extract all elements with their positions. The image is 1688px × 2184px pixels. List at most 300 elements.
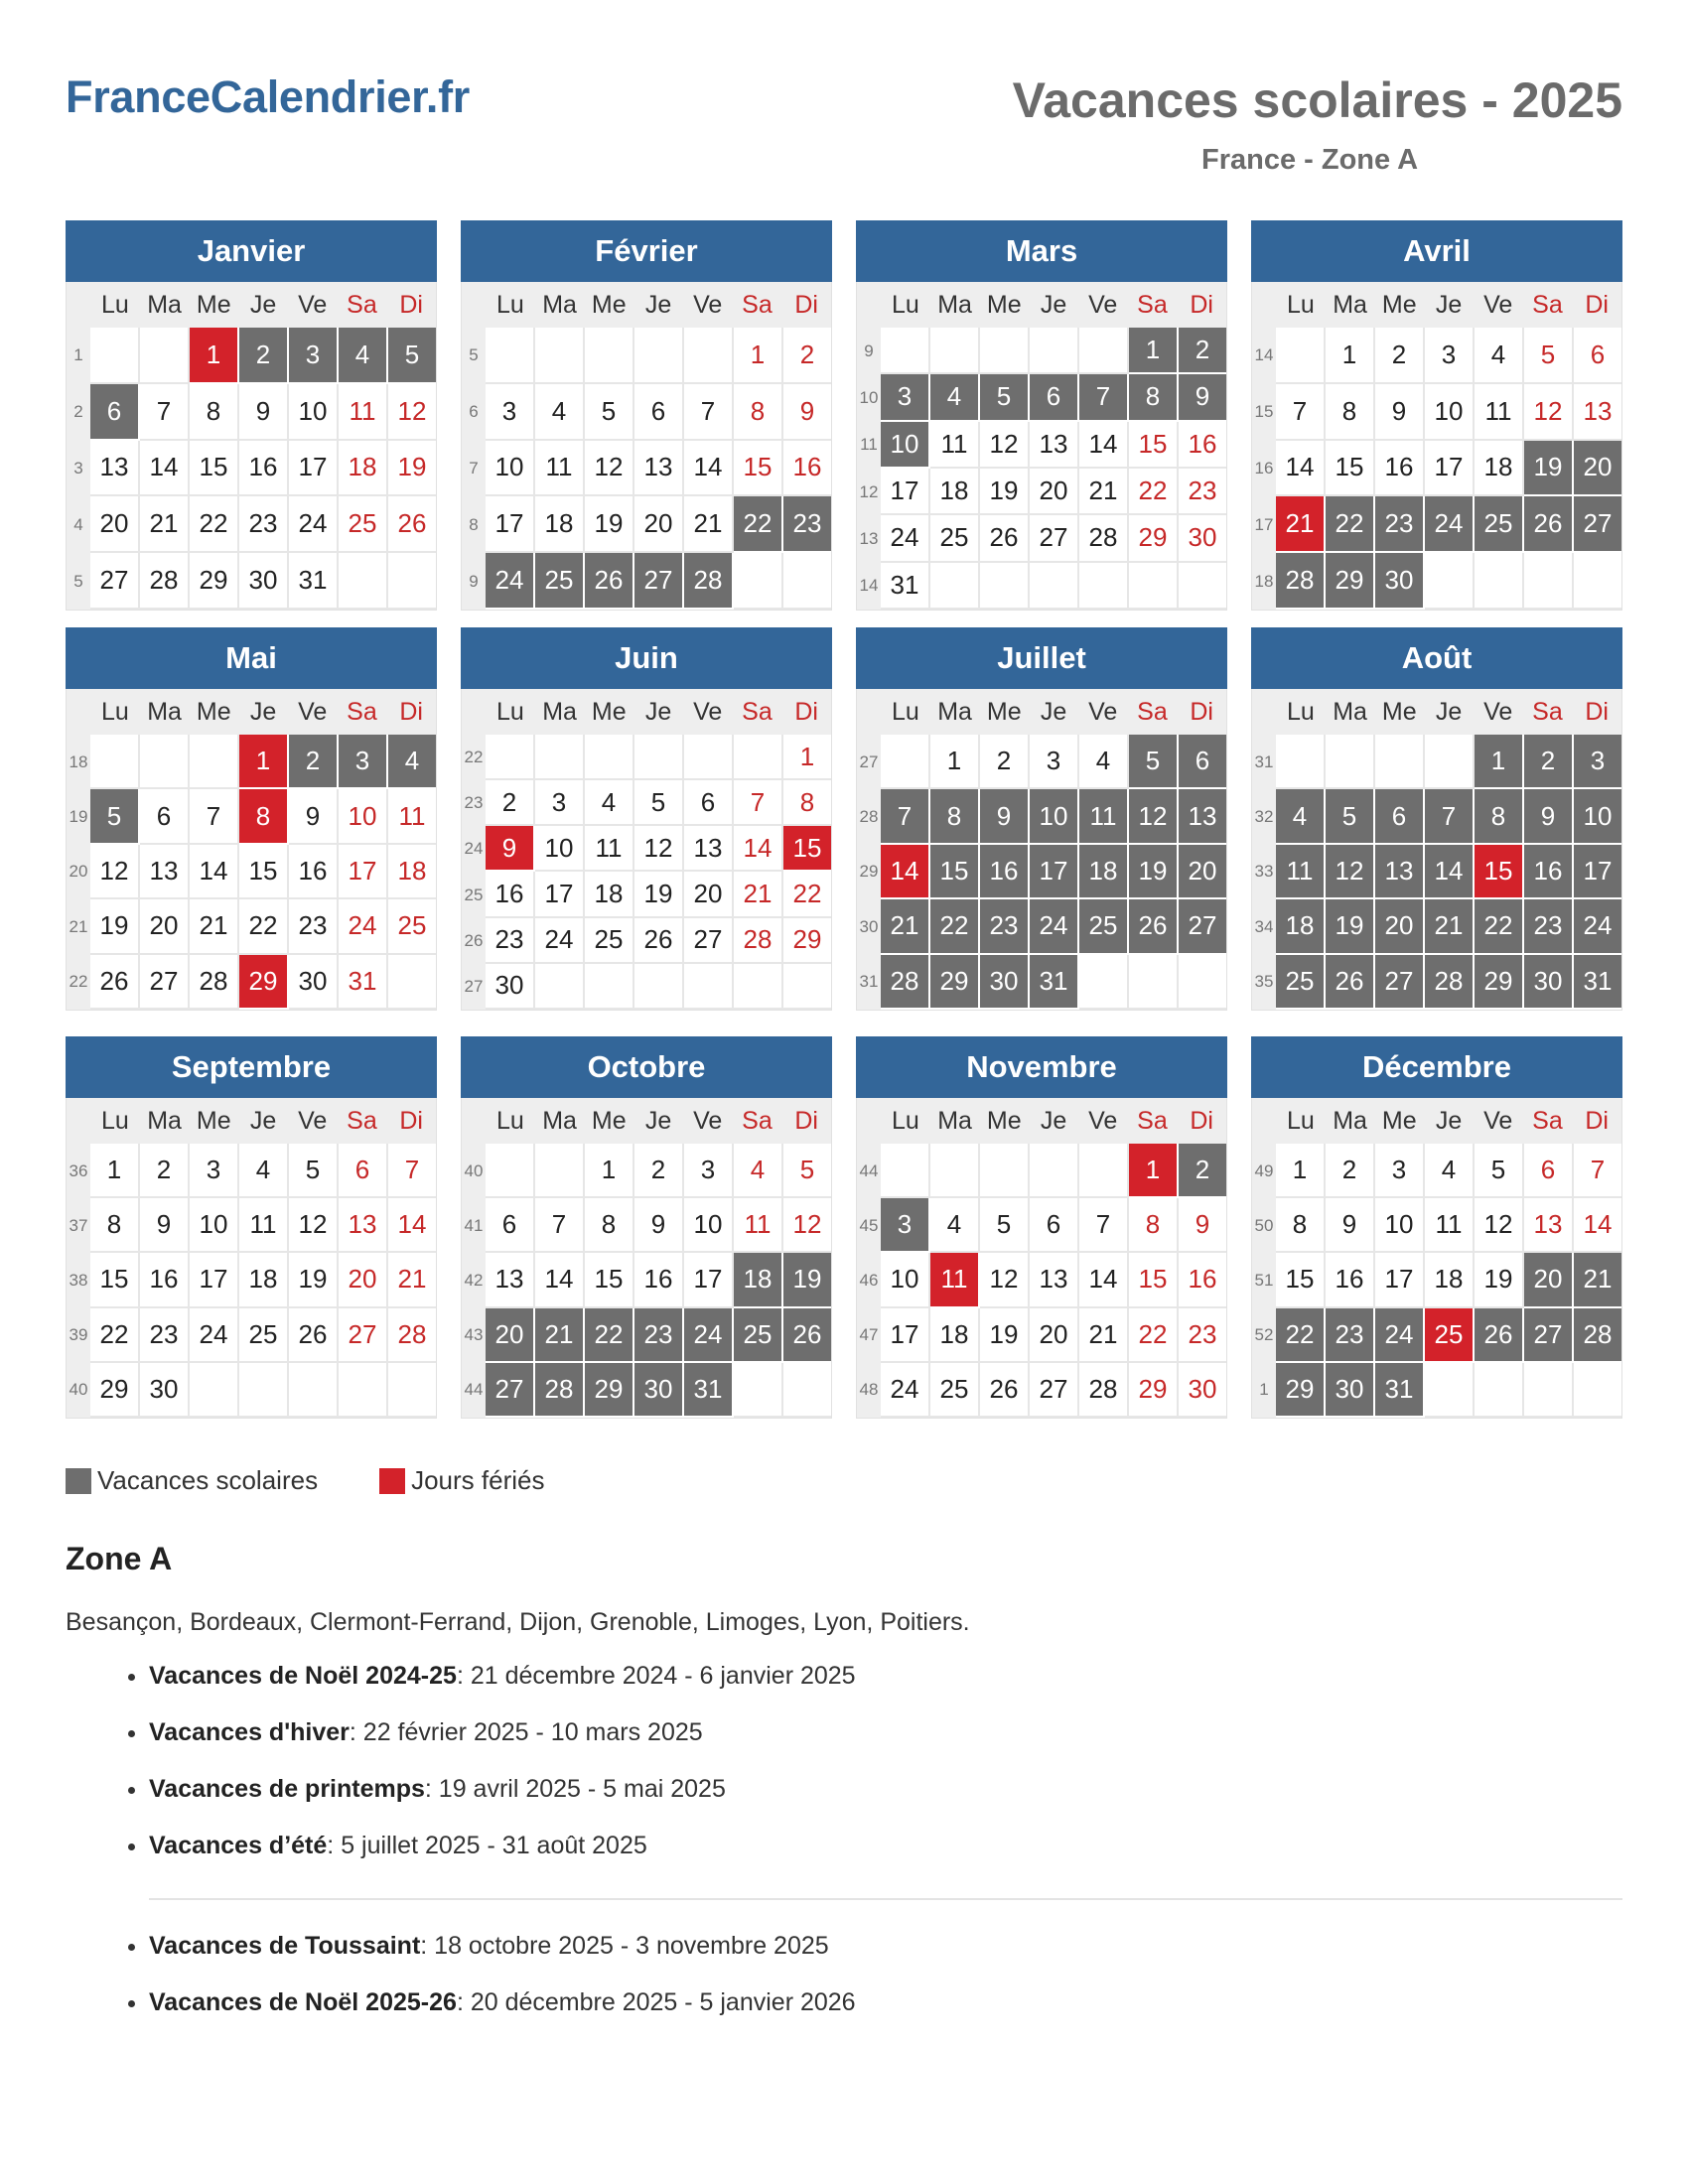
day-cell[interactable]: 28 (1425, 955, 1475, 1010)
day-cell[interactable]: 22 (1129, 469, 1179, 515)
day-cell[interactable]: 12 (1129, 789, 1179, 844)
day-cell[interactable]: 21 (1079, 469, 1129, 515)
day-cell[interactable]: 10 (535, 826, 585, 872)
day-cell[interactable]: 25 (930, 515, 980, 562)
day-cell[interactable]: 30 (1326, 1363, 1375, 1418)
day-cell[interactable]: 3 (881, 1198, 930, 1253)
day-cell[interactable]: 23 (783, 496, 831, 553)
day-cell[interactable]: 11 (535, 441, 585, 497)
day-cell[interactable]: 11 (1079, 789, 1129, 844)
day-cell[interactable]: 26 (1129, 899, 1179, 954)
day-cell[interactable]: 17 (289, 441, 339, 497)
day-cell[interactable]: 10 (190, 1198, 239, 1253)
day-cell[interactable]: 26 (980, 1363, 1030, 1418)
day-cell[interactable]: 25 (1079, 899, 1129, 954)
day-cell[interactable]: 11 (1475, 384, 1524, 441)
day-cell[interactable]: 18 (388, 845, 436, 899)
day-cell[interactable]: 1 (1129, 328, 1179, 374)
day-cell[interactable]: 25 (1276, 955, 1326, 1010)
day-cell[interactable]: 22 (783, 872, 831, 917)
day-cell[interactable]: 17 (1375, 1253, 1425, 1307)
day-cell[interactable]: 7 (1276, 384, 1326, 441)
day-cell[interactable]: 9 (1326, 1198, 1375, 1253)
day-cell[interactable]: 2 (486, 780, 535, 826)
day-cell[interactable]: 13 (339, 1198, 388, 1253)
day-cell[interactable]: 5 (388, 328, 436, 384)
day-cell[interactable]: 5 (289, 1144, 339, 1198)
day-cell[interactable]: 9 (1375, 384, 1425, 441)
day-cell[interactable]: 13 (1030, 422, 1079, 469)
day-cell[interactable]: 4 (585, 780, 634, 826)
day-cell[interactable]: 4 (930, 1198, 980, 1253)
day-cell[interactable]: 10 (1425, 384, 1475, 441)
day-cell[interactable]: 15 (783, 826, 831, 872)
day-cell[interactable]: 8 (1129, 374, 1179, 421)
day-cell[interactable]: 27 (1030, 1363, 1079, 1418)
day-cell[interactable]: 14 (684, 441, 734, 497)
day-cell[interactable]: 27 (90, 553, 140, 610)
day-cell[interactable]: 3 (684, 1144, 734, 1198)
day-cell[interactable]: 20 (140, 899, 190, 954)
day-cell[interactable]: 12 (585, 441, 634, 497)
day-cell[interactable]: 22 (1276, 1308, 1326, 1363)
day-cell[interactable]: 31 (1375, 1363, 1425, 1418)
day-cell[interactable]: 17 (1030, 845, 1079, 899)
day-cell[interactable]: 24 (1375, 1308, 1425, 1363)
day-cell[interactable]: 1 (1276, 1144, 1326, 1198)
day-cell[interactable]: 29 (190, 553, 239, 610)
day-cell[interactable]: 9 (289, 789, 339, 844)
day-cell[interactable]: 10 (486, 441, 535, 497)
day-cell[interactable]: 21 (1276, 496, 1326, 553)
day-cell[interactable]: 4 (1079, 735, 1129, 789)
day-cell[interactable]: 15 (90, 1253, 140, 1307)
day-cell[interactable]: 4 (930, 374, 980, 421)
day-cell[interactable]: 5 (1524, 328, 1574, 384)
day-cell[interactable]: 7 (734, 780, 783, 826)
day-cell[interactable]: 21 (1574, 1253, 1621, 1307)
day-cell[interactable]: 26 (1326, 955, 1375, 1010)
day-cell[interactable]: 26 (1475, 1308, 1524, 1363)
day-cell[interactable]: 16 (783, 441, 831, 497)
day-cell[interactable]: 20 (1375, 899, 1425, 954)
day-cell[interactable]: 24 (881, 515, 930, 562)
day-cell[interactable]: 15 (1129, 1253, 1179, 1307)
day-cell[interactable]: 28 (1079, 1363, 1129, 1418)
day-cell[interactable]: 14 (190, 845, 239, 899)
day-cell[interactable]: 10 (881, 422, 930, 469)
day-cell[interactable]: 11 (1425, 1198, 1475, 1253)
day-cell[interactable]: 10 (684, 1198, 734, 1253)
day-cell[interactable]: 2 (1524, 735, 1574, 789)
day-cell[interactable]: 19 (289, 1253, 339, 1307)
day-cell[interactable]: 19 (980, 469, 1030, 515)
day-cell[interactable]: 29 (783, 918, 831, 964)
day-cell[interactable]: 30 (486, 964, 535, 1010)
day-cell[interactable]: 25 (388, 899, 436, 954)
day-cell[interactable]: 2 (783, 328, 831, 384)
day-cell[interactable]: 1 (239, 735, 289, 789)
day-cell[interactable]: 22 (239, 899, 289, 954)
day-cell[interactable]: 18 (1425, 1253, 1475, 1307)
day-cell[interactable]: 6 (634, 384, 684, 441)
day-cell[interactable]: 11 (585, 826, 634, 872)
day-cell[interactable]: 23 (1326, 1308, 1375, 1363)
day-cell[interactable]: 23 (1179, 469, 1226, 515)
day-cell[interactable]: 11 (239, 1198, 289, 1253)
day-cell[interactable]: 18 (1079, 845, 1129, 899)
day-cell[interactable]: 26 (783, 1308, 831, 1363)
day-cell[interactable]: 5 (1326, 789, 1375, 844)
day-cell[interactable]: 1 (734, 328, 783, 384)
day-cell[interactable]: 30 (1179, 515, 1226, 562)
day-cell[interactable]: 25 (339, 496, 388, 553)
day-cell[interactable]: 11 (1276, 845, 1326, 899)
day-cell[interactable]: 27 (634, 553, 684, 610)
day-cell[interactable]: 30 (1375, 553, 1425, 610)
day-cell[interactable]: 20 (684, 872, 734, 917)
day-cell[interactable]: 26 (388, 496, 436, 553)
day-cell[interactable]: 21 (388, 1253, 436, 1307)
day-cell[interactable]: 23 (980, 899, 1030, 954)
day-cell[interactable]: 20 (1030, 1308, 1079, 1363)
day-cell[interactable]: 15 (585, 1253, 634, 1307)
day-cell[interactable]: 20 (486, 1308, 535, 1363)
day-cell[interactable]: 11 (930, 1253, 980, 1307)
day-cell[interactable]: 16 (980, 845, 1030, 899)
day-cell[interactable]: 28 (140, 553, 190, 610)
day-cell[interactable]: 2 (1375, 328, 1425, 384)
day-cell[interactable]: 11 (930, 422, 980, 469)
day-cell[interactable]: 14 (1079, 1253, 1129, 1307)
day-cell[interactable]: 21 (881, 899, 930, 954)
day-cell[interactable]: 16 (1524, 845, 1574, 899)
day-cell[interactable]: 2 (1179, 1144, 1226, 1198)
day-cell[interactable]: 17 (190, 1253, 239, 1307)
day-cell[interactable]: 15 (1326, 441, 1375, 497)
day-cell[interactable]: 5 (1129, 735, 1179, 789)
day-cell[interactable]: 7 (881, 789, 930, 844)
day-cell[interactable]: 8 (734, 384, 783, 441)
day-cell[interactable]: 6 (486, 1198, 535, 1253)
day-cell[interactable]: 18 (535, 496, 585, 553)
day-cell[interactable]: 18 (1475, 441, 1524, 497)
day-cell[interactable]: 27 (339, 1308, 388, 1363)
day-cell[interactable]: 24 (190, 1308, 239, 1363)
day-cell[interactable]: 5 (90, 789, 140, 844)
day-cell[interactable]: 23 (140, 1308, 190, 1363)
day-cell[interactable]: 18 (734, 1253, 783, 1307)
day-cell[interactable]: 28 (535, 1363, 585, 1418)
day-cell[interactable]: 19 (1326, 899, 1375, 954)
day-cell[interactable]: 7 (535, 1198, 585, 1253)
day-cell[interactable]: 18 (930, 1308, 980, 1363)
day-cell[interactable]: 19 (1475, 1253, 1524, 1307)
day-cell[interactable]: 24 (1574, 899, 1621, 954)
day-cell[interactable]: 30 (980, 955, 1030, 1010)
day-cell[interactable]: 8 (190, 384, 239, 441)
day-cell[interactable]: 2 (1326, 1144, 1375, 1198)
day-cell[interactable]: 16 (1179, 1253, 1226, 1307)
day-cell[interactable]: 20 (1524, 1253, 1574, 1307)
day-cell[interactable]: 19 (634, 872, 684, 917)
day-cell[interactable]: 3 (881, 374, 930, 421)
day-cell[interactable]: 20 (1179, 845, 1226, 899)
day-cell[interactable]: 19 (90, 899, 140, 954)
day-cell[interactable]: 23 (634, 1308, 684, 1363)
day-cell[interactable]: 30 (289, 955, 339, 1010)
day-cell[interactable]: 8 (1326, 384, 1375, 441)
day-cell[interactable]: 27 (1030, 515, 1079, 562)
day-cell[interactable]: 22 (90, 1308, 140, 1363)
day-cell[interactable]: 28 (190, 955, 239, 1010)
day-cell[interactable]: 3 (1425, 328, 1475, 384)
day-cell[interactable]: 22 (1475, 899, 1524, 954)
day-cell[interactable]: 16 (289, 845, 339, 899)
day-cell[interactable]: 14 (388, 1198, 436, 1253)
day-cell[interactable]: 12 (783, 1198, 831, 1253)
day-cell[interactable]: 4 (1475, 328, 1524, 384)
day-cell[interactable]: 8 (1475, 789, 1524, 844)
day-cell[interactable]: 14 (734, 826, 783, 872)
day-cell[interactable]: 14 (1425, 845, 1475, 899)
day-cell[interactable]: 16 (239, 441, 289, 497)
day-cell[interactable]: 23 (486, 918, 535, 964)
day-cell[interactable]: 8 (1129, 1198, 1179, 1253)
day-cell[interactable]: 29 (239, 955, 289, 1010)
day-cell[interactable]: 7 (1574, 1144, 1621, 1198)
day-cell[interactable]: 16 (486, 872, 535, 917)
day-cell[interactable]: 14 (535, 1253, 585, 1307)
day-cell[interactable]: 27 (1524, 1308, 1574, 1363)
day-cell[interactable]: 15 (1276, 1253, 1326, 1307)
day-cell[interactable]: 31 (1574, 955, 1621, 1010)
day-cell[interactable]: 25 (585, 918, 634, 964)
day-cell[interactable]: 26 (634, 918, 684, 964)
day-cell[interactable]: 28 (881, 955, 930, 1010)
day-cell[interactable]: 1 (783, 735, 831, 780)
day-cell[interactable]: 28 (1574, 1308, 1621, 1363)
day-cell[interactable]: 27 (1574, 496, 1621, 553)
day-cell[interactable]: 14 (1276, 441, 1326, 497)
day-cell[interactable]: 28 (684, 553, 734, 610)
day-cell[interactable]: 6 (684, 780, 734, 826)
day-cell[interactable]: 15 (1475, 845, 1524, 899)
day-cell[interactable]: 20 (90, 496, 140, 553)
day-cell[interactable]: 25 (930, 1363, 980, 1418)
day-cell[interactable]: 18 (339, 441, 388, 497)
day-cell[interactable]: 9 (140, 1198, 190, 1253)
day-cell[interactable]: 12 (1475, 1198, 1524, 1253)
day-cell[interactable]: 9 (980, 789, 1030, 844)
day-cell[interactable]: 23 (1375, 496, 1425, 553)
day-cell[interactable]: 1 (1475, 735, 1524, 789)
day-cell[interactable]: 9 (1179, 374, 1226, 421)
day-cell[interactable]: 31 (339, 955, 388, 1010)
day-cell[interactable]: 1 (1129, 1144, 1179, 1198)
day-cell[interactable]: 25 (1475, 496, 1524, 553)
day-cell[interactable]: 5 (980, 1198, 1030, 1253)
day-cell[interactable]: 5 (634, 780, 684, 826)
day-cell[interactable]: 17 (535, 872, 585, 917)
day-cell[interactable]: 1 (1326, 328, 1375, 384)
day-cell[interactable]: 5 (585, 384, 634, 441)
day-cell[interactable]: 12 (289, 1198, 339, 1253)
day-cell[interactable]: 13 (684, 826, 734, 872)
day-cell[interactable]: 7 (388, 1144, 436, 1198)
day-cell[interactable]: 3 (1375, 1144, 1425, 1198)
day-cell[interactable]: 28 (734, 918, 783, 964)
day-cell[interactable]: 3 (1030, 735, 1079, 789)
day-cell[interactable]: 20 (1574, 441, 1621, 497)
day-cell[interactable]: 31 (289, 553, 339, 610)
day-cell[interactable]: 6 (140, 789, 190, 844)
day-cell[interactable]: 15 (239, 845, 289, 899)
day-cell[interactable]: 22 (190, 496, 239, 553)
day-cell[interactable]: 28 (388, 1308, 436, 1363)
day-cell[interactable]: 16 (1375, 441, 1425, 497)
day-cell[interactable]: 2 (1179, 328, 1226, 374)
day-cell[interactable]: 29 (930, 955, 980, 1010)
day-cell[interactable]: 19 (1524, 441, 1574, 497)
day-cell[interactable]: 8 (930, 789, 980, 844)
day-cell[interactable]: 16 (1179, 422, 1226, 469)
day-cell[interactable]: 24 (535, 918, 585, 964)
day-cell[interactable]: 7 (684, 384, 734, 441)
day-cell[interactable]: 23 (1524, 899, 1574, 954)
day-cell[interactable]: 11 (339, 384, 388, 441)
day-cell[interactable]: 25 (1425, 1308, 1475, 1363)
day-cell[interactable]: 2 (980, 735, 1030, 789)
day-cell[interactable]: 29 (1129, 515, 1179, 562)
day-cell[interactable]: 10 (1030, 789, 1079, 844)
day-cell[interactable]: 13 (1574, 384, 1621, 441)
day-cell[interactable]: 15 (734, 441, 783, 497)
day-cell[interactable]: 1 (930, 735, 980, 789)
day-cell[interactable]: 9 (239, 384, 289, 441)
day-cell[interactable]: 3 (339, 735, 388, 789)
day-cell[interactable]: 12 (388, 384, 436, 441)
day-cell[interactable]: 4 (388, 735, 436, 789)
day-cell[interactable]: 13 (1179, 789, 1226, 844)
day-cell[interactable]: 19 (980, 1308, 1030, 1363)
day-cell[interactable]: 15 (1129, 422, 1179, 469)
day-cell[interactable]: 4 (239, 1144, 289, 1198)
day-cell[interactable]: 2 (239, 328, 289, 384)
day-cell[interactable]: 17 (339, 845, 388, 899)
day-cell[interactable]: 6 (90, 384, 140, 441)
day-cell[interactable]: 8 (585, 1198, 634, 1253)
day-cell[interactable]: 13 (1030, 1253, 1079, 1307)
day-cell[interactable]: 26 (90, 955, 140, 1010)
day-cell[interactable]: 20 (339, 1253, 388, 1307)
day-cell[interactable]: 1 (190, 328, 239, 384)
day-cell[interactable]: 4 (1425, 1144, 1475, 1198)
day-cell[interactable]: 24 (684, 1308, 734, 1363)
day-cell[interactable]: 26 (585, 553, 634, 610)
day-cell[interactable]: 23 (1179, 1308, 1226, 1363)
day-cell[interactable]: 10 (881, 1253, 930, 1307)
day-cell[interactable]: 14 (1079, 422, 1129, 469)
day-cell[interactable]: 22 (1129, 1308, 1179, 1363)
day-cell[interactable]: 16 (1326, 1253, 1375, 1307)
day-cell[interactable]: 5 (980, 374, 1030, 421)
day-cell[interactable]: 17 (684, 1253, 734, 1307)
day-cell[interactable]: 12 (1524, 384, 1574, 441)
day-cell[interactable]: 19 (585, 496, 634, 553)
day-cell[interactable]: 24 (1030, 899, 1079, 954)
day-cell[interactable]: 17 (1425, 441, 1475, 497)
day-cell[interactable]: 6 (1524, 1144, 1574, 1198)
day-cell[interactable]: 23 (239, 496, 289, 553)
day-cell[interactable]: 18 (1276, 899, 1326, 954)
day-cell[interactable]: 26 (1524, 496, 1574, 553)
day-cell[interactable]: 30 (140, 1363, 190, 1418)
day-cell[interactable]: 25 (239, 1308, 289, 1363)
day-cell[interactable]: 8 (239, 789, 289, 844)
day-cell[interactable]: 21 (535, 1308, 585, 1363)
day-cell[interactable]: 30 (1179, 1363, 1226, 1418)
day-cell[interactable]: 10 (1574, 789, 1621, 844)
day-cell[interactable]: 16 (140, 1253, 190, 1307)
day-cell[interactable]: 11 (734, 1198, 783, 1253)
day-cell[interactable]: 29 (1129, 1363, 1179, 1418)
site-logo[interactable]: FranceCalendrier.fr (66, 71, 470, 122)
day-cell[interactable]: 20 (1030, 469, 1079, 515)
day-cell[interactable]: 13 (634, 441, 684, 497)
day-cell[interactable]: 3 (535, 780, 585, 826)
day-cell[interactable]: 5 (783, 1144, 831, 1198)
day-cell[interactable]: 8 (1276, 1198, 1326, 1253)
day-cell[interactable]: 12 (90, 845, 140, 899)
day-cell[interactable]: 23 (289, 899, 339, 954)
day-cell[interactable]: 7 (1425, 789, 1475, 844)
day-cell[interactable]: 29 (1276, 1363, 1326, 1418)
day-cell[interactable]: 25 (734, 1308, 783, 1363)
day-cell[interactable]: 9 (1524, 789, 1574, 844)
day-cell[interactable]: 21 (684, 496, 734, 553)
day-cell[interactable]: 19 (1129, 845, 1179, 899)
day-cell[interactable]: 7 (190, 789, 239, 844)
day-cell[interactable]: 30 (634, 1363, 684, 1418)
day-cell[interactable]: 29 (585, 1363, 634, 1418)
day-cell[interactable]: 13 (140, 845, 190, 899)
day-cell[interactable]: 10 (339, 789, 388, 844)
day-cell[interactable]: 2 (289, 735, 339, 789)
day-cell[interactable]: 6 (1574, 328, 1621, 384)
day-cell[interactable]: 20 (634, 496, 684, 553)
day-cell[interactable]: 1 (585, 1144, 634, 1198)
day-cell[interactable]: 12 (980, 1253, 1030, 1307)
day-cell[interactable]: 30 (1524, 955, 1574, 1010)
day-cell[interactable]: 14 (140, 441, 190, 497)
day-cell[interactable]: 28 (1079, 515, 1129, 562)
day-cell[interactable]: 14 (881, 845, 930, 899)
day-cell[interactable]: 2 (140, 1144, 190, 1198)
day-cell[interactable]: 13 (1524, 1198, 1574, 1253)
day-cell[interactable]: 10 (1375, 1198, 1425, 1253)
day-cell[interactable]: 8 (783, 780, 831, 826)
day-cell[interactable]: 27 (486, 1363, 535, 1418)
day-cell[interactable]: 21 (734, 872, 783, 917)
day-cell[interactable]: 19 (783, 1253, 831, 1307)
day-cell[interactable]: 24 (289, 496, 339, 553)
day-cell[interactable]: 28 (1276, 553, 1326, 610)
day-cell[interactable]: 7 (1079, 1198, 1129, 1253)
day-cell[interactable]: 3 (1574, 735, 1621, 789)
day-cell[interactable]: 4 (734, 1144, 783, 1198)
day-cell[interactable]: 25 (535, 553, 585, 610)
